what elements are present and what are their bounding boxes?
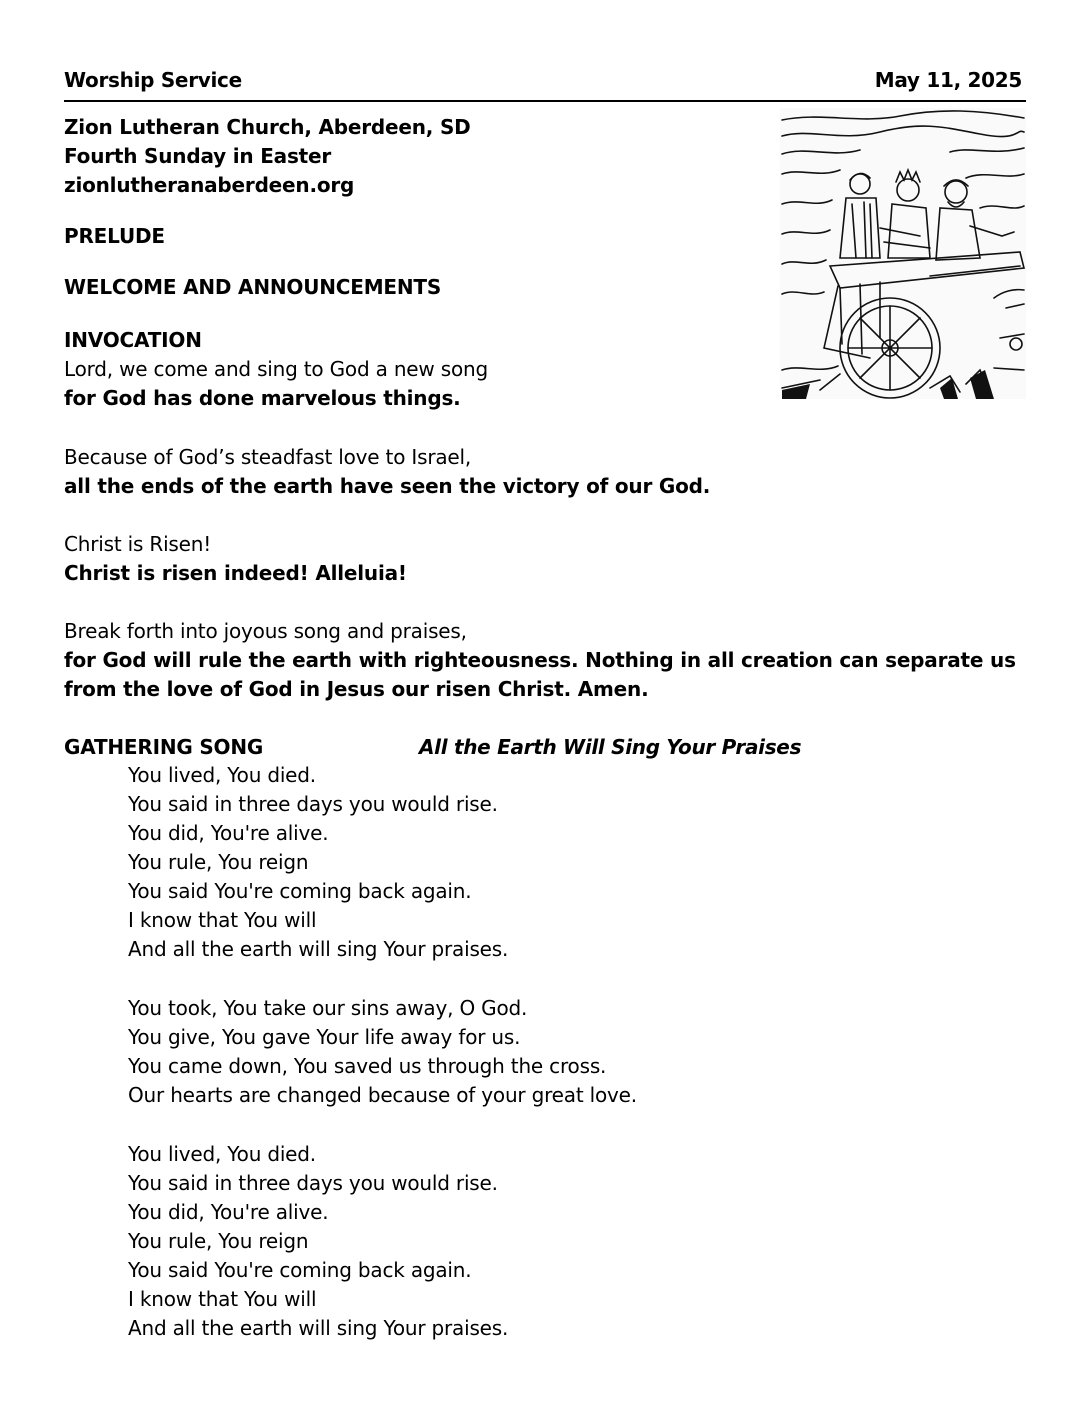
invocation-heading: INVOCATION — [64, 328, 202, 352]
lyric-line: You said You're coming back again. — [128, 879, 472, 903]
lyric-line: You said in three days you would rise. — [128, 792, 498, 816]
lyric-line: And all the earth will sing Your praises. — [128, 937, 509, 961]
lyric-line: You said in three days you would rise. — [128, 1171, 498, 1195]
lyric-line: You lived, You died. — [128, 1142, 316, 1166]
leader-line: Christ is Risen! — [64, 532, 212, 556]
response-line: Christ is risen indeed! Alleluia! — [64, 561, 407, 585]
lyric-line: You did, You're alive. — [128, 1200, 329, 1224]
lyric-line: You rule, You reign — [128, 850, 309, 874]
response-line: for God has done marvelous things. — [64, 386, 461, 410]
prelude-heading: PRELUDE — [64, 224, 165, 248]
lyric-line: You rule, You reign — [128, 1229, 309, 1253]
church-name: Zion Lutheran Church, Aberdeen, SD — [64, 115, 471, 139]
service-date: May 11, 2025 — [874, 68, 1022, 92]
leader-line: Because of God’s steadfast love to Israel, — [64, 445, 472, 469]
lyric-line: You did, You're alive. — [128, 821, 329, 845]
lyric-line: And all the earth will sing Your praises. — [128, 1316, 509, 1340]
response-line: all the ends of the earth have seen the victory of our God. — [64, 474, 711, 498]
lyric-line: You took, You take our sins away, O God. — [128, 996, 528, 1020]
song-title: All the Earth Will Sing Your Praises — [419, 735, 802, 759]
response-line: for God will rule the earth with righteousness. Nothing in all creation can separate us — [64, 648, 1016, 672]
lyric-line: I know that You will — [128, 1287, 317, 1311]
lyric-line: Our hearts are changed because of your great love. — [128, 1083, 637, 1107]
church-website: zionlutheranaberdeen.org — [64, 173, 355, 197]
leader-line: Break forth into joyous song and praises, — [64, 619, 467, 643]
response-line: from the love of God in Jesus our risen Christ. Amen. — [64, 677, 649, 701]
leader-line: Lord, we come and sing to God a new song — [64, 357, 488, 381]
welcome-heading: WELCOME AND ANNOUNCEMENTS — [64, 275, 442, 299]
gathering-song-heading: GATHERING SONG — [64, 735, 264, 759]
lyric-line: I know that You will — [128, 908, 317, 932]
lyric-line: You give, You gave Your life away for us. — [128, 1025, 521, 1049]
lyric-line: You said You're coming back again. — [128, 1258, 472, 1282]
sunday-name: Fourth Sunday in Easter — [64, 144, 332, 168]
chariot-illustration — [780, 108, 1026, 399]
document-title: Worship Service — [64, 68, 242, 92]
page-header — [64, 66, 1026, 102]
lyric-line: You came down, You saved us through the cross. — [128, 1054, 607, 1078]
lyric-line: You lived, You died. — [128, 763, 316, 787]
